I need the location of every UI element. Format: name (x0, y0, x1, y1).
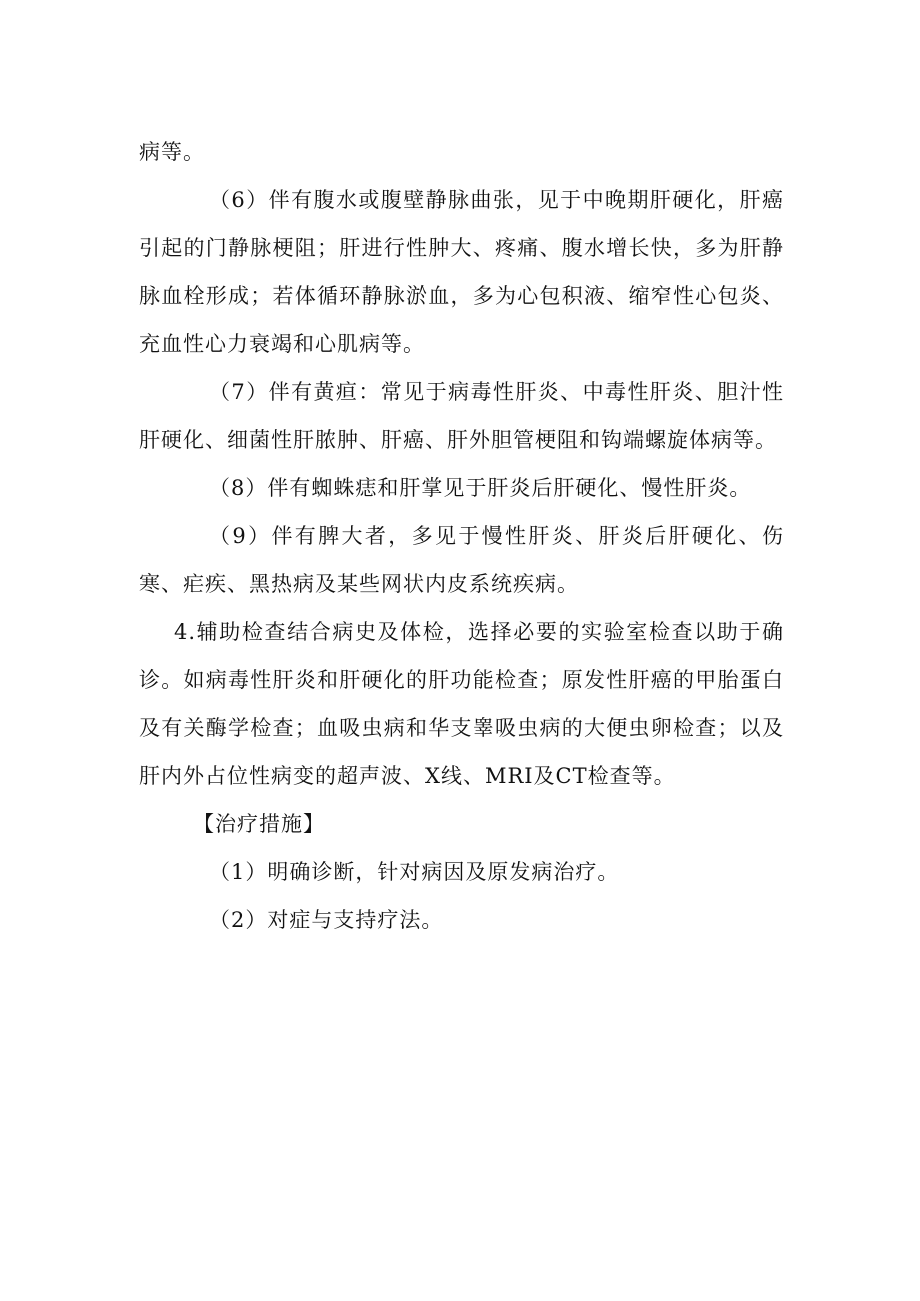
paragraph-continuation: 病等。 (139, 140, 205, 164)
paragraph-treatment-2: （2）对症与支持疗法。 (209, 908, 444, 932)
paragraph-treatment-1: （1）明确诊断，针对病因及原发病治疗。 (209, 860, 620, 884)
section-heading-treatment: 【治疗措施】 (193, 812, 325, 836)
document-body (139, 128, 784, 944)
paragraph-item-6: （6）伴有腹水或腹壁静脉曲张，见于中晚期肝硬化，肝癌引起的门静脉梗阻；肝进行性肿大、疼痛、腹水增长快，多为肝静脉血栓形成；若体循环静脉淤血，多为心包积液、缩窄性心包炎、充血性心力衰竭和心肌病等。 (139, 188, 784, 356)
paragraph-item-9: （9）伴有脾大者，多见于慢性肝炎、肝炎后肝硬化、伤寒、疟疾、黑热病及某些网状内皮系统疾病。 (139, 524, 784, 596)
paragraph-item-8: （8）伴有蜘蛛痣和肝掌见于肝炎后肝硬化、慢性肝炎。 (209, 476, 752, 500)
paragraph-item-7: （7）伴有黄疸：常见于病毒性肝炎、中毒性肝炎、胆汁性肝硬化、细菌性肝脓肿、肝癌、肝外胆管梗阻和钩端螺旋体病等。 (139, 380, 784, 452)
paragraph-auxiliary-exam: 4.辅助检查结合病史及体检，选择必要的实验室检查以助于确诊。如病毒性肝炎和肝硬化的肝功能检查；原发性肝癌的甲胎蛋白及有关酶学检查；血吸虫病和华支睾吸虫病的大便虫卵检查；以及肝内外占位性病变的超声波、X线、MRI及CT检查等。 (139, 620, 784, 788)
